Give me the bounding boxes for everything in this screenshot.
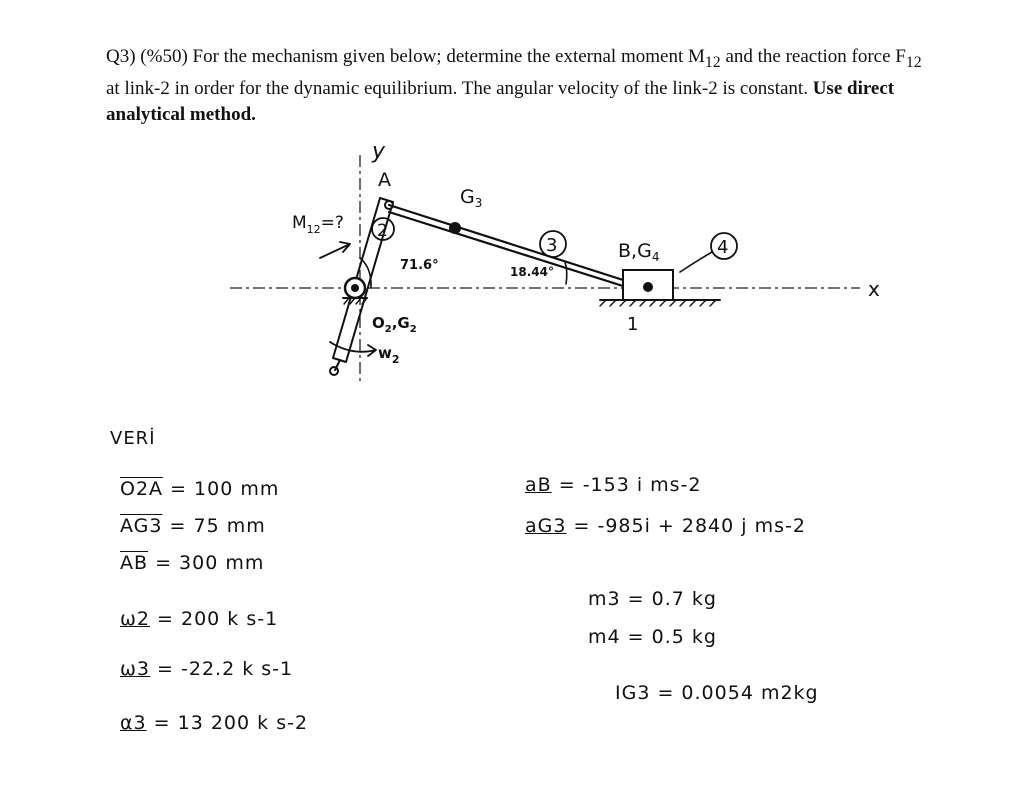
b-g4-label: $B,G_4$ — [618, 240, 660, 264]
o2-g2-label: $O_2,G_2$ — [372, 314, 417, 335]
ag3-accel-value: = -985i + 2840 j ms-2 — [573, 515, 806, 537]
w3-row — [120, 658, 293, 680]
w2-name: ω2 — [120, 608, 150, 630]
g3-label: $G_3$ — [460, 186, 483, 210]
question-part1: Q3) (%50) For the mechanism given below; determine the external moment M — [106, 46, 705, 67]
link-4-number: 4 — [717, 237, 729, 258]
ab-name: $\overline{AB}$ — [120, 552, 149, 574]
given-heading: VERİ — [110, 428, 156, 449]
force-subscript: 12 — [905, 53, 922, 71]
w3-name: ω3 — [120, 658, 150, 680]
ag3-value: = 75 mm — [169, 515, 266, 537]
ag3-row — [120, 515, 266, 537]
m4-name: m4 — [588, 626, 621, 648]
o2a-row — [120, 478, 279, 500]
m4-value: = 0.5 kg — [627, 626, 717, 648]
pivot-o2-center — [351, 284, 359, 292]
inertia-row — [615, 682, 819, 704]
ag3-accel-row — [525, 515, 806, 537]
ab-row — [120, 552, 264, 574]
m4-row — [588, 626, 717, 648]
m3-name: m3 — [588, 588, 621, 610]
joint-b — [643, 282, 653, 292]
a3-value: = 13 200 k s-2 — [153, 712, 309, 734]
ab-value: = 300 mm — [155, 552, 265, 574]
g3-point — [449, 222, 461, 234]
point-a-label: A — [378, 169, 391, 191]
ag3-accel-name: aG3 — [525, 515, 567, 537]
w3-value: = -22.2 k s-1 — [157, 658, 294, 680]
a3-name: α3 — [120, 712, 147, 734]
moment-label: $M_{12}=$? — [292, 213, 344, 236]
o2a-value: = 100 mm — [170, 478, 280, 500]
ag3-name: AG3 — [120, 515, 163, 537]
moment-arrow — [320, 242, 350, 258]
link-3-edge — [389, 212, 642, 292]
question-method: Use direct analytical method. — [106, 77, 895, 125]
angle-2-label: 71.6° — [400, 258, 439, 273]
inertia-name: IG3 — [615, 682, 651, 704]
w2-value: = 200 k s-1 — [157, 608, 279, 630]
angle-3-arc — [565, 262, 567, 284]
inertia-value: = 0.0054 m2kg — [657, 682, 819, 704]
link-4-leader — [680, 252, 712, 272]
w2-row — [120, 608, 278, 630]
question-part2: and the reaction force F — [720, 46, 906, 67]
ab-accel-row — [525, 474, 702, 496]
link-2-number: 2 — [377, 221, 388, 241]
link-3-number: 3 — [546, 235, 558, 256]
o2a-name: O2A — [120, 478, 164, 500]
angle-3-label: 18.44° — [510, 265, 554, 279]
link-2-end — [330, 367, 338, 375]
ab-accel-value: = -153 i ms-2 — [558, 474, 702, 496]
ground-label: 1 — [627, 314, 639, 335]
omega-2-label: $w_2$ — [378, 344, 400, 366]
m3-row — [588, 588, 717, 610]
m3-value: = 0.7 kg — [627, 588, 717, 610]
moment-subscript: 12 — [704, 53, 721, 71]
ab-accel-name: aB — [525, 474, 552, 496]
question-part3: at link-2 in order for the dynamic equilibrium. The angular velocity of the link-2 is constant. — [106, 77, 813, 99]
a3-row — [120, 712, 308, 734]
y-axis-label: y — [372, 139, 386, 164]
x-axis-label: x — [868, 277, 880, 301]
